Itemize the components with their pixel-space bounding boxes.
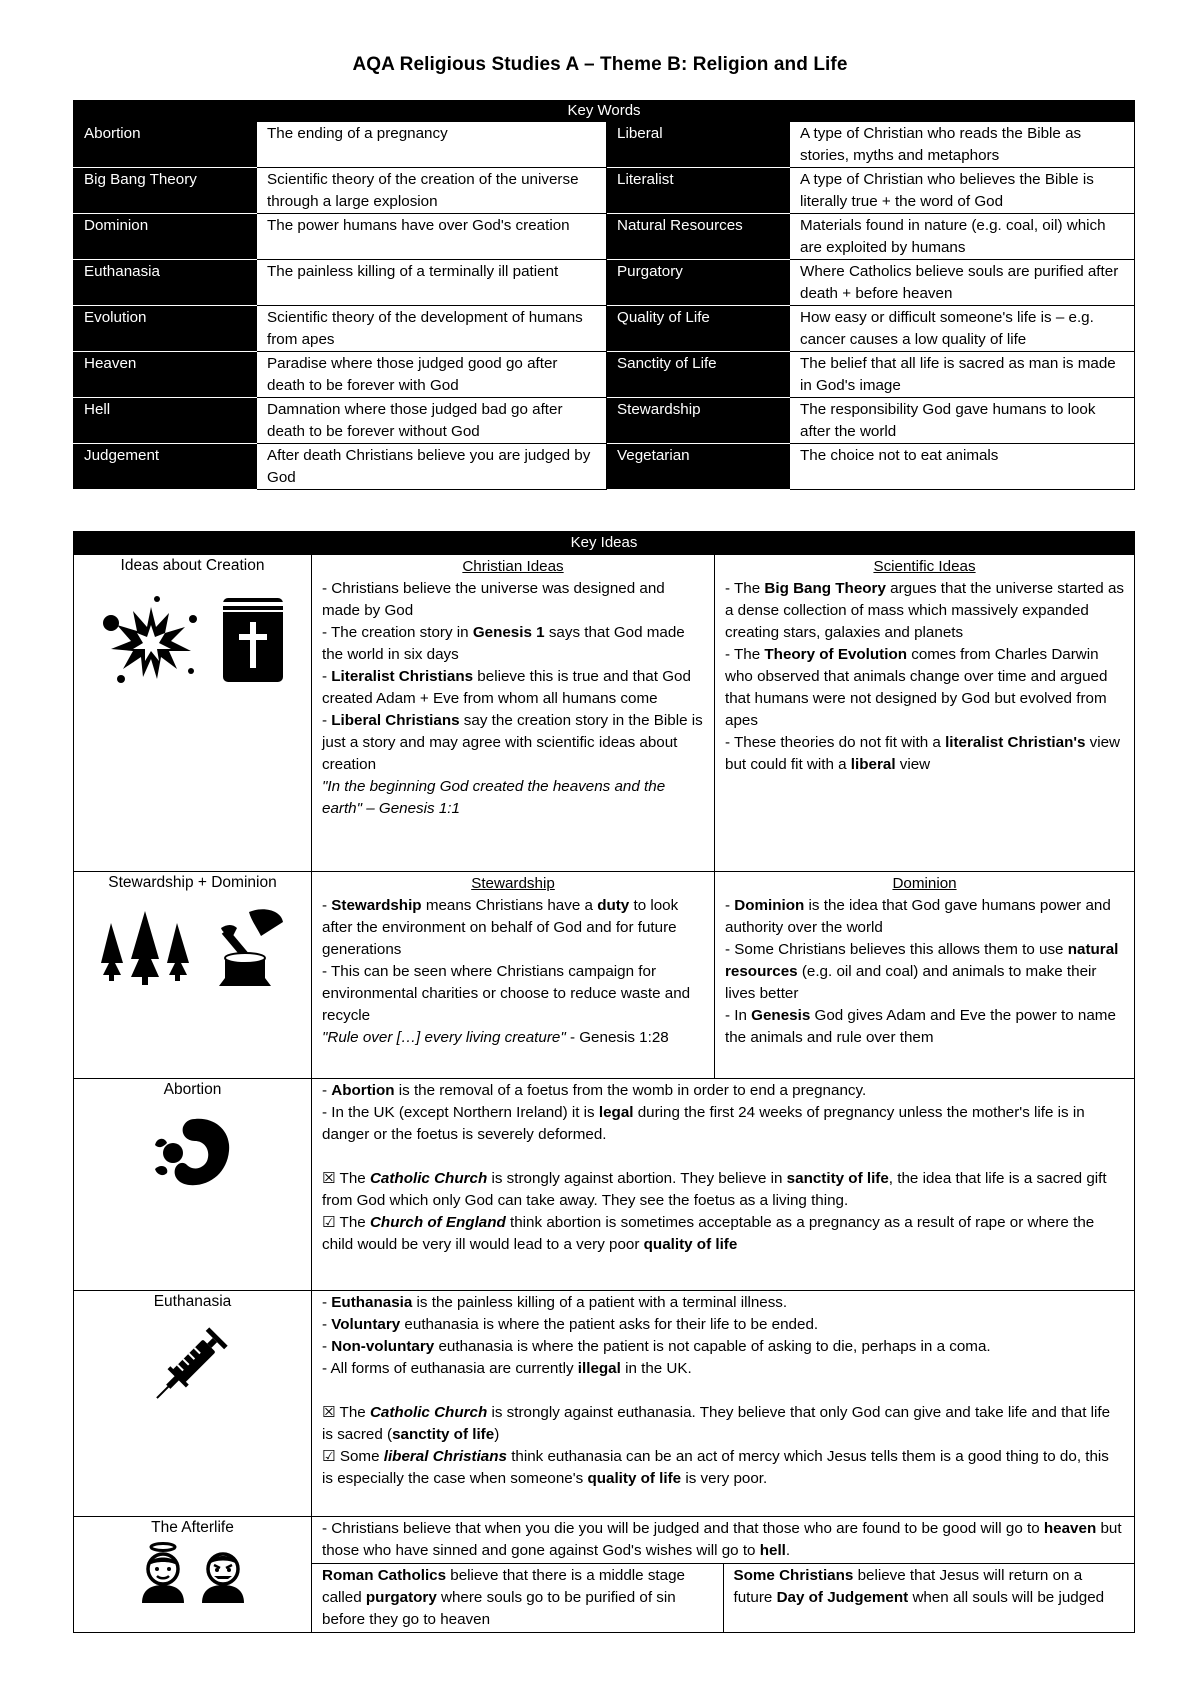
key-word-row	[74, 352, 1135, 398]
key-word-row	[74, 398, 1135, 444]
key-word-definition: The painless killing of a terminally ill patient	[257, 260, 607, 306]
key-word-row	[74, 214, 1135, 260]
key-word-term: Evolution	[74, 306, 257, 352]
text-line: - Euthanasia is the painless killing of a patient with a terminal illness.	[322, 1294, 788, 1311]
abortion-topic-cell	[74, 1079, 312, 1291]
trees-icon	[99, 909, 191, 985]
text-line: - Christians believe the universe was designed and made by God	[322, 580, 665, 619]
creation-topic-cell	[74, 555, 312, 872]
key-word-row	[74, 306, 1135, 352]
key-word-definition: Where Catholics believe souls are purified after death + before heaven	[790, 260, 1135, 306]
key-word-term: Literalist	[607, 168, 790, 214]
text-line: - In Genesis God gives Adam and Eve the power to name the animals and rule over them	[725, 1007, 1116, 1046]
topic-title: Ideas about Creation	[120, 557, 265, 574]
key-words-table	[73, 100, 1135, 490]
stewardship-row	[74, 872, 1135, 1079]
liberal-view: ☑ Some liberal Christians think euthanasia can be an act of mercy which Jesus tells them is a good thing to do, this is especially the case when someone's quality of life is very poor.	[322, 1448, 1109, 1487]
afterlife-topic-cell	[74, 1517, 312, 1633]
key-word-definition: How easy or difficult someone's life is – e.g. cancer causes a low quality of life	[790, 306, 1135, 352]
text-line: - Literalist Christians believe this is true and that God created Adam + Eve from whom all humans come	[322, 668, 691, 707]
christian-ideas-heading: Christian Ideas	[462, 558, 564, 575]
text-line: - Christians believe that when you die you will be judged and that those who are found to be good will go to heaven but those who have sinned and gone against God's wishes will go to hell.	[322, 1520, 1122, 1559]
text-line: - Liberal Christians say the creation story in the Bible is just a story and may agree with scientific ideas about creation	[322, 712, 703, 773]
key-word-definition: Scientific theory of the development of humans from apes	[257, 306, 607, 352]
key-word-term: Liberal	[607, 122, 790, 168]
key-word-definition: The ending of a pregnancy	[257, 122, 607, 168]
key-words-header: Key Words	[74, 101, 1135, 122]
text-line: - Non-voluntary euthanasia is where the patient is not capable of asking to die, perhaps in a coma.	[322, 1338, 991, 1355]
topic-title: Euthanasia	[153, 1293, 232, 1310]
key-ideas-header: Key Ideas	[74, 532, 1135, 555]
key-word-term: Vegetarian	[607, 444, 790, 490]
devil-face-icon	[198, 1541, 248, 1603]
afterlife-text-cell	[312, 1517, 1135, 1633]
text-line: - In the UK (except Northern Ireland) it is legal during the first 24 weeks of pregnancy unless the mother's life is in danger or the foetus is severely deformed.	[322, 1104, 1085, 1143]
dominion-heading: Dominion	[892, 875, 957, 892]
text-line: - Dominion is the idea that God gave humans power and authority over the world	[725, 897, 1111, 936]
key-word-definition: The choice not to eat animals	[790, 444, 1135, 490]
key-word-row	[74, 122, 1135, 168]
explosion-icon	[101, 595, 201, 685]
page-title: AQA Religious Studies A – Theme B: Religion and Life	[352, 54, 848, 75]
foetus-icon	[151, 1115, 235, 1191]
syringe-icon	[148, 1319, 238, 1405]
text-line: - The Theory of Evolution comes from Charles Darwin who observed that animals change over time and argued that humans were not designed by God but evolved from apes	[725, 646, 1108, 729]
key-word-term: Quality of Life	[607, 306, 790, 352]
scientific-ideas-cell	[715, 555, 1135, 872]
key-word-term: Euthanasia	[74, 260, 257, 306]
key-word-definition: A type of Christian who reads the Bible as stories, myths and metaphors	[790, 122, 1135, 168]
key-word-definition: After death Christians believe you are judged by God	[257, 444, 607, 490]
text-line: - These theories do not fit with a literalist Christian's view but could fit with a liberal view	[725, 734, 1121, 773]
afterlife-split	[312, 1563, 1135, 1632]
key-word-term: Dominion	[74, 214, 257, 260]
text-line: - Voluntary euthanasia is where the patient asks for their life to be ended.	[322, 1316, 819, 1333]
catholic-afterlife-cell: Roman Catholics believe that there is a middle stage called purgatory where souls go to be purified of sin before they go to heaven	[312, 1564, 723, 1633]
text-line: - Some Christians believes this allows them to use natural resources (e.g. oil and coal) and animals to make their lives better	[725, 941, 1119, 1002]
church-of-england-view: ☑ The Church of England think abortion is sometimes acceptable as a pregnancy as a result of rape or where the child would be very ill would lead to a very poor quality of life	[322, 1214, 1095, 1253]
creation-row	[74, 555, 1135, 872]
genesis-quote: "Rule over […] every living creature" - Genesis 1:28	[322, 1029, 669, 1046]
key-word-definition: Paradise where those judged good go after death to be forever with God	[257, 352, 607, 398]
key-word-term: Purgatory	[607, 260, 790, 306]
key-word-term: Hell	[74, 398, 257, 444]
text-line: - The creation story in Genesis 1 says that God made the world in six days	[322, 624, 685, 663]
key-word-definition: The power humans have over God's creation	[257, 214, 607, 260]
euthanasia-topic-cell	[74, 1291, 312, 1517]
afterlife-row	[74, 1517, 1135, 1633]
judgement-afterlife-cell: Some Christians believe that Jesus will return on a future Day of Judgement when all souls will be judged	[723, 1564, 1135, 1633]
text-line: - Abortion is the removal of a foetus from the womb in order to end a pregnancy.	[322, 1082, 867, 1099]
dominion-cell	[715, 872, 1135, 1079]
christian-ideas-cell	[312, 555, 715, 872]
key-word-definition: Scientific theory of the creation of the universe through a large explosion	[257, 168, 607, 214]
text-line: - This can be seen where Christians campaign for environmental charities or choose to reduce waste and recycle	[322, 963, 691, 1024]
key-word-definition: Materials found in nature (e.g. coal, oil) which are exploited by humans	[790, 214, 1135, 260]
genesis-quote: "In the beginning God created the heavens and the earth" – Genesis 1:1	[322, 778, 666, 817]
key-word-term: Stewardship	[607, 398, 790, 444]
key-word-term: Judgement	[74, 444, 257, 490]
key-word-term: Abortion	[74, 122, 257, 168]
topic-title: Abortion	[163, 1081, 222, 1098]
bible-icon	[221, 596, 285, 684]
stewardship-cell	[312, 872, 715, 1079]
catholic-view: ☒ The Catholic Church is strongly against euthanasia. They believe that only God can give and take life and that life is sacred (sanctity of life)	[322, 1404, 1111, 1443]
key-word-term: Heaven	[74, 352, 257, 398]
key-word-definition: A type of Christian who believes the Bible is literally true + the word of God	[790, 168, 1135, 214]
key-word-row	[74, 260, 1135, 306]
key-word-term: Natural Resources	[607, 214, 790, 260]
topic-title: The Afterlife	[151, 1519, 234, 1536]
key-word-definition: Damnation where those judged bad go after death to be forever without God	[257, 398, 607, 444]
euthanasia-text-cell	[312, 1291, 1135, 1517]
key-ideas-table	[73, 531, 1135, 1633]
key-word-term: Sanctity of Life	[607, 352, 790, 398]
key-word-term: Big Bang Theory	[74, 168, 257, 214]
key-word-row	[74, 168, 1135, 214]
angel-face-icon	[138, 1541, 188, 1603]
text-line: - All forms of euthanasia are currently illegal in the UK.	[322, 1360, 692, 1377]
text-line: - The Big Bang Theory argues that the universe started as a dense collection of mass which massively expanded creating stars, galaxies and planets	[725, 580, 1124, 641]
scientific-ideas-heading: Scientific Ideas	[873, 558, 976, 575]
key-word-definition: The responsibility God gave humans to look after the world	[790, 398, 1135, 444]
key-word-row	[74, 444, 1135, 490]
stewardship-heading: Stewardship	[471, 875, 555, 892]
abortion-row	[74, 1079, 1135, 1291]
catholic-view: ☒ The Catholic Church is strongly against abortion. They believe in sanctity of life, the idea that life is a sacred gift from God which only God can take away. They see the foetus as a living thing.	[322, 1170, 1107, 1209]
euthanasia-row	[74, 1291, 1135, 1517]
text-line: - Stewardship means Christians have a duty to look after the environment on behalf of God and for future generations	[322, 897, 679, 958]
stewardship-topic-cell	[74, 872, 312, 1079]
abortion-text-cell	[312, 1079, 1135, 1291]
axe-stump-icon	[211, 906, 287, 988]
key-word-definition: The belief that all life is sacred as man is made in God's image	[790, 352, 1135, 398]
topic-title: Stewardship + Dominion	[108, 874, 277, 891]
